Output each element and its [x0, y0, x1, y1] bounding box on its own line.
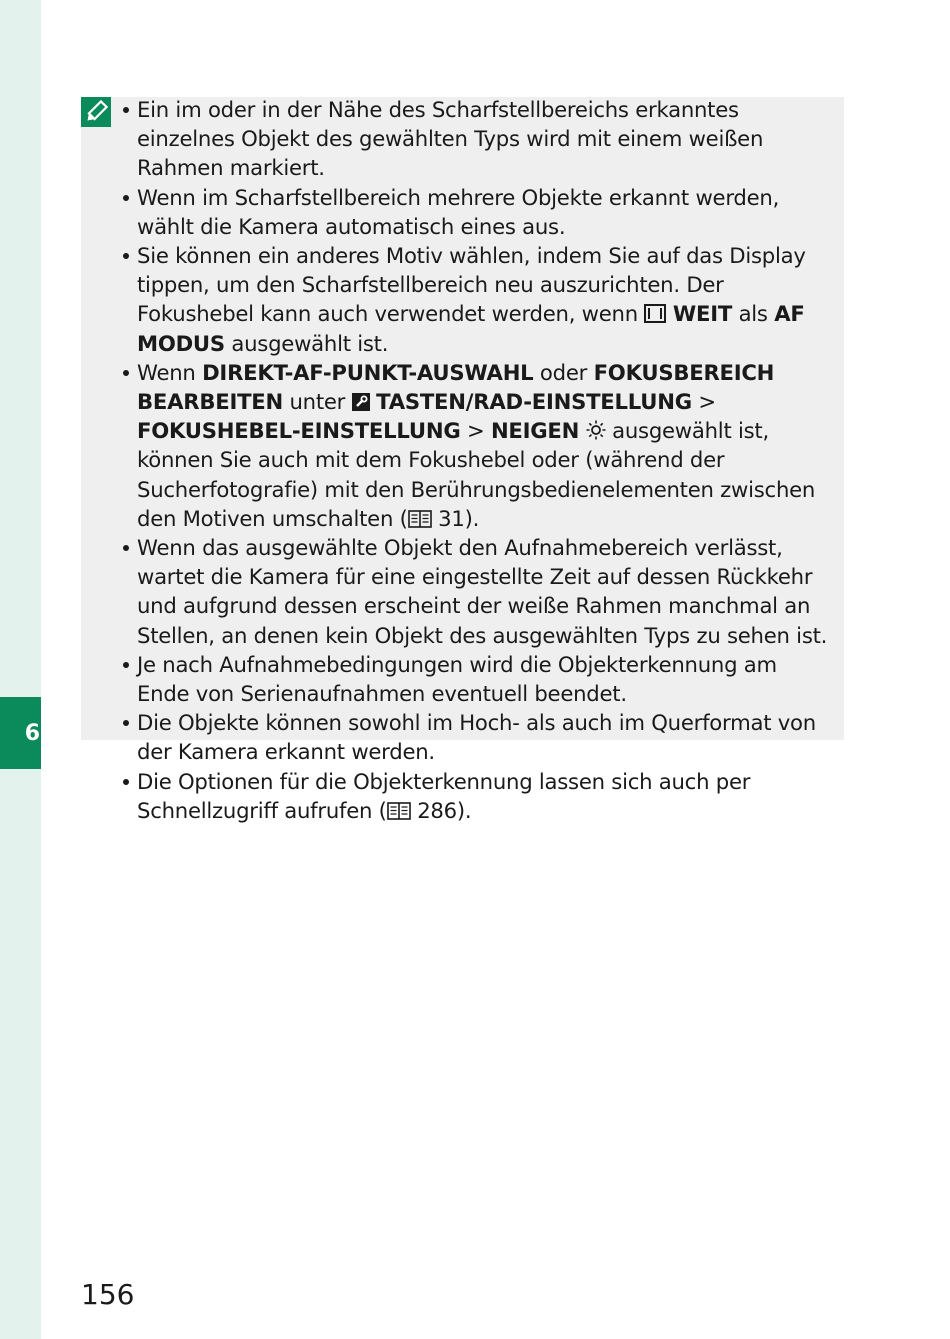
option-direkt-af: DIREKT-AF-PUNKT-AUSWAHL	[202, 359, 534, 385]
option-fokusbereich: FOKUSBEREICH BEARBEITEN	[137, 359, 775, 415]
note-item-7	[119, 708, 834, 766]
note-icon	[81, 97, 111, 127]
note-text: Wenn das ausgewählte Objekt den Aufnahmebereich verlässt, wartet die Kamera für eine eingestellte Zeit auf dessen Rückkehr und aufgrund dessen erscheint der weiße Rahmen manchmal an Stellen, an denen kein Objekt des ausgewählten Typs zu sehen ist.	[137, 535, 828, 648]
note-text: Je nach Aufnahmebedingungen wird die Objekterkennung am Ende von Serienaufnahmen eventuell beendet.	[137, 651, 777, 707]
note-item-5	[119, 533, 834, 650]
option-tasten-rad: TASTEN/RAD-EINSTELLUNG	[376, 389, 692, 415]
note-text: unter	[283, 389, 352, 415]
note-text: als	[732, 301, 775, 327]
option-weit: WEIT	[672, 301, 733, 327]
page-number: 156	[81, 1278, 135, 1311]
note-text: ausgewählt ist, können Sie auch mit dem Fokushebel oder (während der Sucherfotografie) mit den Berührungsbedienelementen zwischen den Motiven umschalten (	[137, 418, 816, 531]
wide-frame-icon	[644, 304, 666, 323]
note-item-3	[119, 241, 834, 358]
note-item-8	[119, 767, 834, 825]
option-fokushebel: FOKUSHEBEL-EINSTELLUNG	[137, 418, 461, 444]
option-neigen: NEIGEN	[490, 418, 580, 444]
note-text: Wenn im Scharfstellbereich mehrere Objekte erkannt werden, wählt die Kamera automatisch eines aus.	[137, 184, 780, 239]
note-item-2	[119, 183, 834, 241]
note-text: Die Optionen für die Objekterkennung lassen sich auch per Schnellzugriff aufrufen (	[137, 768, 751, 823]
side-strip	[0, 0, 41, 1339]
note-item-4	[119, 358, 834, 533]
note-text: Die Objekte können sowohl im Hoch- als auch im Querformat von der Kamera erkannt werden.	[137, 710, 816, 765]
note-text: Sie können ein anderes Motiv wählen, indem Sie auf das Display tippen, um den Scharfstellbereich neu auszurichten. Der Fokushebel kann auch verwendet werden, wenn	[137, 243, 806, 327]
page-ref: 286	[417, 797, 457, 823]
wrench-settings-icon	[352, 393, 370, 411]
book-icon	[387, 802, 411, 820]
note-text: ausgewählt ist.	[224, 330, 389, 356]
note-text: oder	[533, 359, 594, 385]
note-text: >	[691, 389, 716, 415]
option-af-modus: AF MODUS	[137, 301, 805, 356]
chapter-tab	[0, 697, 41, 769]
notes-list	[119, 95, 834, 825]
tilt-icon	[586, 420, 606, 440]
note-text: >	[460, 418, 491, 444]
note-text: Wenn	[137, 359, 203, 385]
note-item-1	[119, 95, 834, 183]
note-item-6	[119, 650, 834, 708]
note-text: Ein im oder in der Nähe des Scharfstellbereichs erkanntes einzelnes Objekt des gewählten Typs wird mit einem weißen Rahmen markiert.	[137, 97, 764, 181]
note-text: ).	[456, 797, 472, 823]
book-icon	[408, 510, 432, 528]
note-text: ).	[464, 505, 480, 531]
page-ref: 31	[438, 505, 465, 531]
chapter-number: 6	[24, 720, 40, 746]
